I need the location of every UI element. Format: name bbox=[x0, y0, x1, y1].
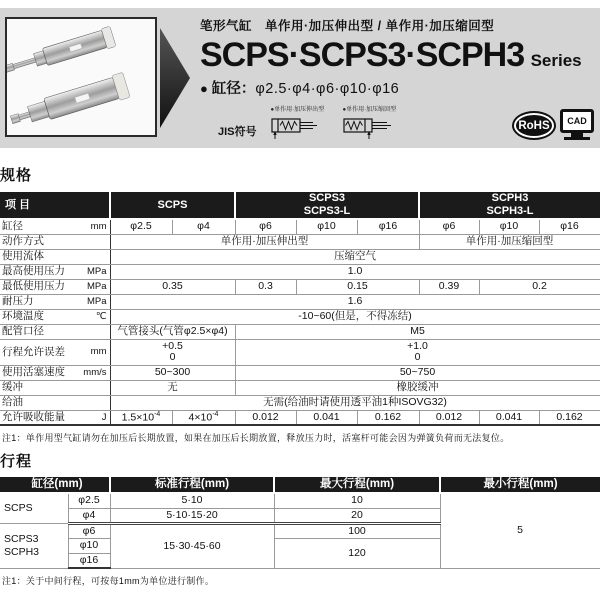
stroke-row-scps-2-5: SCPS φ2.5 5·10 10 5 bbox=[0, 493, 600, 508]
stroke-header-bore: 缸径(mm) bbox=[0, 476, 110, 493]
series-suffix: Series bbox=[530, 51, 582, 70]
stroke-header-standard: 标准行程(mm) bbox=[110, 476, 274, 493]
rohs-badge bbox=[512, 111, 556, 140]
spec-row-action: 动作方式 单作用·加压伸出型 单作用·加压缩回型 bbox=[0, 234, 600, 249]
spec-header-item: 项 目 bbox=[0, 191, 110, 219]
spec-row-stroke-tolerance: 行程允许误差 mm +0.5 0 +1.0 0 bbox=[0, 339, 600, 365]
spec-row-max-pressure: 最高使用压力 MPa 1.0 bbox=[0, 264, 600, 279]
product-title: SCPS·SCPS3·SCPH3 bbox=[200, 36, 525, 74]
pen-cylinder-photo bbox=[7, 19, 155, 135]
series-label-scps: SCPS bbox=[0, 493, 68, 523]
stroke-row-scps3-6: SCPS3 SCPH3 φ6 15·30·45·60 100 bbox=[0, 523, 600, 538]
cad-icon bbox=[560, 109, 594, 140]
spec-table bbox=[0, 190, 600, 426]
spec-header-row bbox=[0, 191, 600, 219]
rohs-label: RoHS bbox=[518, 119, 550, 132]
stroke-header-max: 最大行程(mm) bbox=[274, 476, 440, 493]
header-banner bbox=[0, 8, 600, 148]
spec-row-min-pressure: 最低使用压力 MPa 0.35 0.3 0.15 0.39 0.2 bbox=[0, 279, 600, 294]
stroke-header-min: 最小行程(mm) bbox=[440, 476, 600, 493]
spec-row-lubrication: 给油 无需(给油时请使用透平油1种ISOVG32) bbox=[0, 395, 600, 410]
spec-header-scps: SCPS bbox=[110, 191, 235, 219]
stroke-note: 注1：关于中间行程，可按每1mm为单位进行制作。 bbox=[2, 576, 215, 586]
bullet-icon: ● bbox=[200, 81, 208, 96]
spec-row-port-size: 配管口径 气管接头(气管φ2.5×φ4) M5 bbox=[0, 324, 600, 339]
stroke-section-title: 行程 bbox=[0, 453, 33, 470]
jis-symbol-extend: ●单作用·加压伸出型 bbox=[271, 104, 327, 145]
spec-row-cushion: 缓冲 无 橡胶缓冲 bbox=[0, 380, 600, 395]
min-stroke-value: 5 bbox=[440, 493, 600, 568]
cad-label: CAD bbox=[567, 116, 587, 126]
cad-screen bbox=[560, 109, 594, 133]
spec-row-fluid: 使用流体 压缩空气 bbox=[0, 249, 600, 264]
spec-row-energy: 允许吸收能量 J $1.5\times 10^{-4}$ $4\times 10^{-4}$ 0.012 0.041 0.162 0.012 0.041 0.162 bbox=[0, 410, 600, 425]
spec-row-ambient-temp: 环境温度 ℃ -10~60(但是，不得冻结) bbox=[0, 309, 600, 324]
jis-retract-icon bbox=[343, 114, 399, 140]
jis-symbol-retract: ●单作用·加压缩回型 bbox=[343, 104, 399, 145]
stroke-header-row bbox=[0, 476, 600, 493]
stroke-row-scps-4: φ4 5·10·15·20 20 bbox=[0, 508, 600, 523]
banner-arrow-icon bbox=[160, 28, 190, 128]
jis-symbols-row bbox=[200, 104, 510, 145]
spec-row-proof-pressure: 耐压力 MPa 1.6 bbox=[0, 294, 600, 309]
jis-symbol-label: JIS符号 bbox=[218, 126, 257, 138]
stroke-section bbox=[0, 450, 600, 587]
bore-sizes-line: ● 缸径：φ2.5·φ4·φ6·φ10·φ16 bbox=[200, 81, 400, 97]
spec-section bbox=[0, 164, 600, 444]
product-photo bbox=[5, 17, 157, 137]
product-title-row bbox=[200, 36, 582, 75]
spec-section-title: 规格 bbox=[0, 167, 33, 184]
cad-foot bbox=[564, 137, 590, 140]
stroke-table bbox=[0, 475, 600, 569]
spec-row-bore: 缸径 mm φ2.5 φ4 φ6 φ10 φ16 φ6 φ10 φ16 bbox=[0, 219, 600, 234]
series-label-scps3-scph3: SCPS3 SCPH3 bbox=[0, 523, 68, 568]
jis-extend-icon bbox=[271, 114, 327, 140]
spec-header-scps3: SCPS3 SCPS3-L bbox=[235, 191, 419, 219]
spec-row-piston-speed: 使用活塞速度 mm/s 50~300 50~750 bbox=[0, 365, 600, 380]
product-subtitle: 笔形气缸 单作用·加压伸出型 / 单作用·加压缩回型 bbox=[200, 19, 495, 33]
spec-note: 注1：单作用型气缸请勿在加压后长期放置，如果在加压后长期放置，释放压力时，活塞杆可能会因为弹簧负荷而无法复位。 bbox=[2, 433, 510, 444]
spec-header-scph3: SCPH3 SCPH3-L bbox=[419, 191, 600, 219]
stroke-row-scps3-10: φ10 120 bbox=[0, 538, 600, 553]
stroke-row-scps3-16: φ16 bbox=[0, 553, 600, 568]
